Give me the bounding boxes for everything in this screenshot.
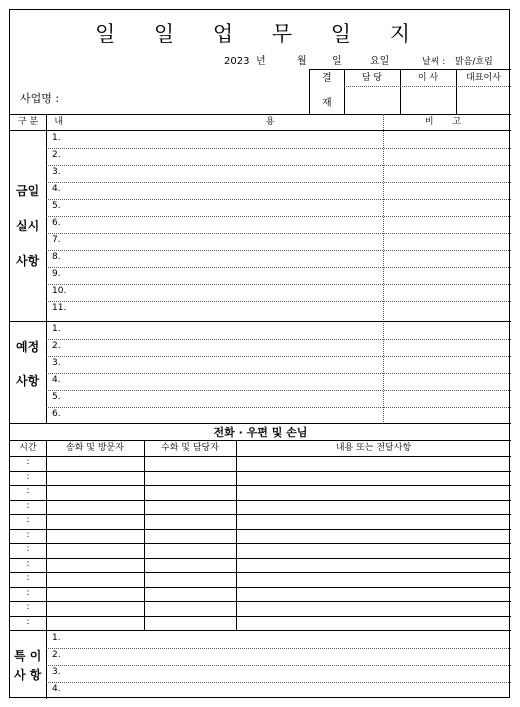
special-item-number: 1. xyxy=(52,633,61,643)
date-month-unit: 월 xyxy=(297,56,307,67)
today-item-number: 5. xyxy=(52,201,61,211)
planned-label-2: 사항 xyxy=(16,374,40,388)
header-content: 내 용 xyxy=(54,117,375,127)
planned-item-divider xyxy=(46,339,511,340)
special-item-divider xyxy=(46,648,511,649)
today-item-number: 9. xyxy=(52,269,61,279)
planned-item-number: 5. xyxy=(52,392,61,402)
today-item-divider xyxy=(46,216,511,217)
planned-item-divider xyxy=(46,373,511,374)
approval-label-bottom: 재 xyxy=(322,98,332,109)
contact-time-mark: : xyxy=(26,486,30,496)
contact-time-mark: : xyxy=(26,544,30,554)
contact-row-divider xyxy=(10,543,511,544)
weather-label: 날씨 : xyxy=(422,57,446,67)
contact-header-receiver: 수화 및 담당자 xyxy=(161,443,219,453)
today-label-2: 실시 xyxy=(16,219,40,233)
planned-item-number: 2. xyxy=(52,341,61,351)
today-label-3: 사항 xyxy=(16,254,40,268)
contact-header-caller: 송화 및 방문자 xyxy=(66,443,124,453)
contact-row-divider xyxy=(10,601,511,602)
planned-item-divider xyxy=(46,356,511,357)
contact-row-divider xyxy=(10,558,511,559)
contact-row-divider xyxy=(10,572,511,573)
contact-row-divider xyxy=(10,616,511,617)
contact-header-time: 시간 xyxy=(19,443,37,453)
contact-time-mark: : xyxy=(26,587,30,598)
planned-label-1: 예정 xyxy=(16,340,40,354)
planned-item-number: 3. xyxy=(52,358,61,368)
contact-time-mark: : xyxy=(26,616,30,627)
header-category: 구 분 xyxy=(17,117,39,127)
daily-work-log-form xyxy=(9,9,510,698)
special-label-1: 특 이 xyxy=(14,649,42,663)
contact-time-mark: : xyxy=(26,529,30,540)
today-item-number: 11. xyxy=(52,303,67,313)
today-item-divider xyxy=(46,182,511,183)
planned-item-number: 4. xyxy=(52,375,61,385)
contact-time-mark: : xyxy=(26,500,30,511)
contact-row-divider xyxy=(10,500,511,501)
contact-time-mark: : xyxy=(26,471,30,482)
page-title: 일 일 업 무 일 지 xyxy=(94,22,427,46)
contact-time-mark: : xyxy=(26,573,30,583)
contact-row-divider xyxy=(10,529,511,530)
today-item-divider xyxy=(46,233,511,234)
today-item-divider xyxy=(46,284,511,285)
today-item-divider xyxy=(46,148,511,149)
today-label-1: 금일 xyxy=(16,184,40,198)
special-item-number: 4. xyxy=(52,684,61,694)
planned-item-divider xyxy=(46,390,511,391)
contact-row-divider xyxy=(10,587,511,588)
contact-time-mark: : xyxy=(26,515,30,525)
contact-row-divider xyxy=(10,485,511,486)
today-item-number: 7. xyxy=(52,235,61,245)
contact-row-divider xyxy=(10,514,511,515)
today-item-number: 3. xyxy=(52,167,61,177)
planned-item-number: 6. xyxy=(52,409,61,419)
today-item-number: 6. xyxy=(52,218,61,228)
planned-item-number: 1. xyxy=(52,324,61,334)
today-item-number: 1. xyxy=(52,133,61,143)
special-label-2: 사 항 xyxy=(14,668,42,682)
approval-col-director: 이 사 xyxy=(417,73,439,83)
today-item-divider xyxy=(46,250,511,251)
date-day-unit: 일 xyxy=(332,56,342,67)
today-item-divider xyxy=(46,165,511,166)
approval-col-ceo: 대표이사 xyxy=(466,73,501,83)
contact-time-mark: : xyxy=(26,457,30,467)
today-item-number: 10. xyxy=(52,286,67,296)
today-item-number: 2. xyxy=(52,150,61,160)
contact-time-mark: : xyxy=(26,602,30,612)
contact-time-mark: : xyxy=(26,558,30,569)
special-item-number: 3. xyxy=(52,667,61,677)
business-name-label: 사업명 : xyxy=(20,92,60,105)
planned-item-divider xyxy=(46,407,511,408)
contact-header-content: 내용 또는 전달사항 xyxy=(335,443,412,453)
approval-label-top: 결 xyxy=(322,73,332,84)
today-item-divider xyxy=(46,301,511,302)
today-item-number: 4. xyxy=(52,184,61,194)
approval-col-staff: 담 당 xyxy=(361,73,383,83)
date-year: 2023 xyxy=(224,56,250,67)
header-remarks: 비 고 xyxy=(424,117,470,127)
special-item-divider xyxy=(46,665,511,666)
special-item-divider xyxy=(46,682,511,683)
contact-row-divider xyxy=(10,471,511,472)
today-item-divider xyxy=(46,267,511,268)
date-weekday-unit: 요일 xyxy=(370,56,390,67)
today-item-number: 8. xyxy=(52,252,61,262)
contact-section-title: 전화 · 우편 및 손님 xyxy=(213,426,308,439)
weather-value: 맑음/흐림 xyxy=(455,57,493,67)
date-year-unit: 년 xyxy=(256,56,266,67)
today-item-divider xyxy=(46,199,511,200)
special-item-number: 2. xyxy=(52,650,61,660)
